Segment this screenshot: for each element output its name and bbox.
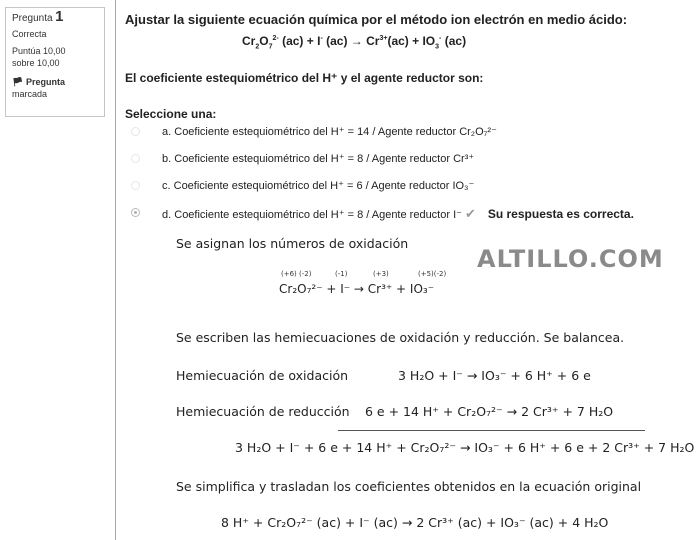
watermark: ALTILLO.COM: [477, 245, 664, 273]
question-text: Ajustar la siguiente ecuación química por el método ion electrón en medio ácido:: [125, 12, 628, 27]
final-equation: 8 H⁺ + Cr₂O₇²⁻ (ac) + I⁻ (ac) → 2 Cr³⁺ (ac) + IO₃⁻ (ac) + 4 H₂O: [221, 515, 609, 530]
ox-state: (+5)(-2): [418, 270, 447, 278]
question-equation: $Cr_2O_7^{2-}$ (ac) + I- $(ac) \to Cr^{3+}(ac) + IO_3^-$ (ac): [242, 34, 467, 51]
sum-equation: 3 H₂O + I⁻ + 6 e + 14 H⁺ + Cr₂O₇²⁻ → IO₃⁻ + 6 H⁺ + 6 e + 2 Cr³⁺ + 7 H₂O: [235, 440, 695, 455]
question-grade: Puntúa 10,00 sobre 10,00: [12, 46, 66, 68]
oxidation-equation: 3 H₂O + I⁻ → IO₃⁻ + 6 H⁺ + 6 e: [398, 368, 591, 383]
oxidation-label: Hemiecuación de oxidación: [176, 368, 349, 383]
question-state: Correcta: [12, 29, 47, 39]
ox-state: (-1): [335, 270, 348, 278]
content-divider: [115, 0, 116, 540]
option-d-label: d. Coeficiente estequiométrico del H⁺ = 8 / Agente reductor I⁻ ✔ Su respuesta es correcta.: [162, 206, 634, 221]
answer-option-a[interactable]: [125, 124, 695, 140]
reaction-equation: Cr₂O₇²⁻ + I⁻ → Cr³⁺ + IO₃⁻: [279, 282, 435, 296]
feedback-step-2: Se escriben las hemiecuaciones de oxidación y reducción. Se balancea.: [176, 330, 625, 345]
option-c-label: c. Coeficiente estequiométrico del H⁺ = 6 / Agente reductor IO₃⁻: [162, 180, 475, 192]
flag-question-toggle[interactable]: 🏴︎ Pregunta marcada: [12, 77, 65, 99]
radio-option-a[interactable]: [131, 127, 140, 136]
option-b-label: b. Coeficiente estequiométrico del H⁺ = 8 / Agente reductor Cr³⁺: [162, 153, 475, 165]
general-feedback: [125, 228, 697, 540]
feedback-step-1: Se asignan los números de oxidación: [176, 236, 409, 251]
flag-icon: 🏴︎: [12, 77, 24, 87]
answer-feedback: Su respuesta es correcta.: [487, 207, 634, 221]
ox-state: (-2): [299, 270, 312, 278]
subquestion-text: El coeficiente estequiométrico del H⁺ y el agente reductor son:: [125, 71, 484, 85]
answer-option-c[interactable]: [125, 178, 695, 194]
ox-state: (+3): [373, 270, 389, 278]
option-a-label: a. Coeficiente estequiométrico del H⁺ = 14 / Agente reductor Cr₂O₇²⁻: [162, 126, 497, 138]
radio-option-c[interactable]: [131, 181, 140, 190]
sum-divider: [338, 430, 645, 431]
feedback-step-3: Se simplifica y trasladan los coeficientes obtenidos en la ecuación original: [176, 479, 642, 494]
answer-option-d[interactable]: [125, 205, 695, 221]
answer-option-b[interactable]: [125, 151, 695, 167]
radio-option-d[interactable]: [131, 208, 140, 217]
reduction-label: Hemiecuación de reducción: [176, 404, 350, 419]
ox-state: (+6): [281, 270, 297, 278]
question-info-panel: [5, 7, 105, 117]
reduction-equation: 6 e + 14 H⁺ + Cr₂O₇²⁻ → 2 Cr³⁺ + 7 H₂O: [365, 404, 614, 419]
check-icon: ✔: [464, 206, 476, 221]
question-number: Pregunta 1: [12, 8, 64, 25]
radio-option-b[interactable]: [131, 154, 140, 163]
select-prompt: Seleccione una:: [125, 107, 217, 121]
